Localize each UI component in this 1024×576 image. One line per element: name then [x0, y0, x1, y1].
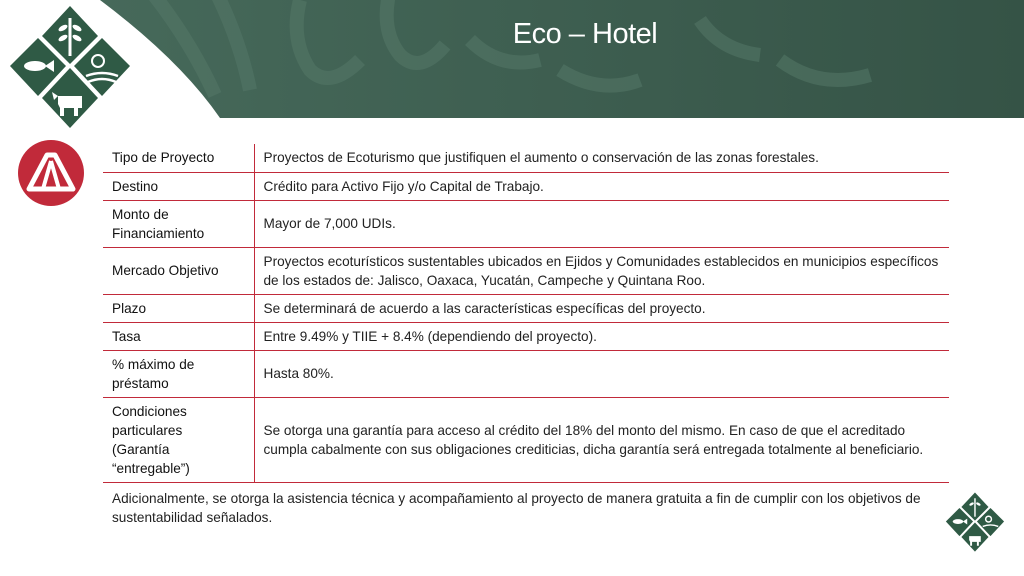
row-label	[103, 397, 254, 482]
header-banner	[0, 0, 1024, 118]
table-row	[103, 397, 949, 482]
row-label-sub: (Garantía “entregable”)	[112, 441, 190, 476]
row-value: Hasta 80%.	[254, 350, 949, 397]
row-label: Tasa	[103, 322, 254, 350]
row-value: Se otorga una garantía para acceso al crédito del 18% del monto del mismo. En caso de que el acreditado cumpla cabalmente con sus obligaciones crediticias, dicha garantía será entregada totalmente al beneficiario.	[254, 397, 949, 482]
tent-icon	[17, 139, 85, 207]
agriculture-fisheries-logo-icon	[2, 4, 134, 134]
page-title: Eco – Hotel	[512, 18, 658, 50]
row-label: % máximo de préstamo	[103, 350, 254, 397]
row-value: Proyectos de Ecoturismo que justifiquen el aumento o conservación de las zonas forestales.	[254, 144, 949, 172]
table-row	[103, 247, 949, 294]
row-label: Destino	[103, 172, 254, 200]
row-value: Entre 9.49% y TIIE + 8.4% (dependiendo del proyecto).	[254, 322, 949, 350]
agriculture-fisheries-logo-icon	[942, 490, 1006, 556]
table-row	[103, 200, 949, 247]
table-row	[103, 172, 949, 200]
footer-note: Adicionalmente, se otorga la asistencia técnica y acompañamiento al proyecto de manera gratuita a fin de cumplir con los objetivos de sustentabilidad señalados.	[112, 490, 921, 525]
table-row	[103, 294, 949, 322]
row-value: Mayor de 7,000 UDIs.	[254, 200, 949, 247]
row-label-main: Condiciones particulares	[112, 403, 187, 438]
row-label: Plazo	[103, 294, 254, 322]
table-row	[103, 322, 949, 350]
row-label: Monto de Financiamiento	[103, 200, 254, 247]
table-row	[103, 350, 949, 397]
table-row	[103, 144, 949, 172]
row-value: Crédito para Activo Fijo y/o Capital de Trabajo.	[254, 172, 949, 200]
row-value: Se determinará de acuerdo a las características específicas del proyecto.	[254, 294, 949, 322]
row-label: Tipo de Proyecto	[103, 144, 254, 172]
row-value: Proyectos ecoturísticos sustentables ubicados en Ejidos y Comunidades establecidos en municipios específicos de los estados de: Jalisco, Oaxaca, Yucatán, Campeche y Quintana Roo.	[254, 247, 949, 294]
table-footer-row	[103, 482, 949, 531]
project-info-table	[103, 144, 949, 531]
row-label: Mercado Objetivo	[103, 247, 254, 294]
